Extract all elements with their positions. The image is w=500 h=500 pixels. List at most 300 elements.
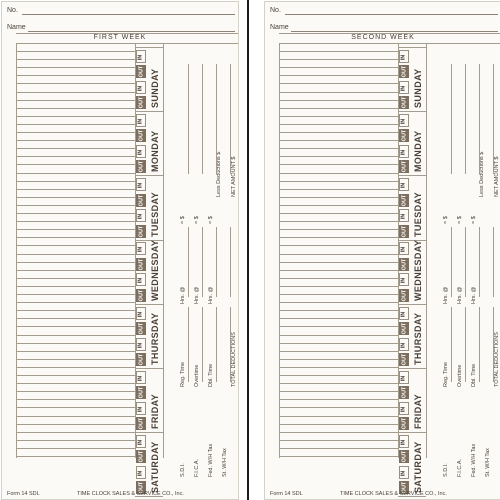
time-entry-row[interactable] (16, 59, 135, 60)
day-separator (398, 368, 426, 369)
card-divider (247, 0, 249, 500)
punch-out-label: OUT (401, 482, 408, 494)
time-entry-row[interactable] (279, 310, 398, 311)
time-entry-row[interactable] (16, 229, 135, 230)
time-entry-row[interactable] (279, 221, 398, 222)
eq-label-2: = $ (457, 216, 463, 224)
punch-out-wednesday (399, 258, 409, 271)
punch-out-thursday (136, 353, 146, 366)
punch-out-friday (399, 417, 409, 430)
amount-entry-line[interactable] (230, 307, 231, 382)
amount-entry-line[interactable] (188, 227, 189, 297)
time-entry-row[interactable] (16, 197, 135, 198)
time-entry-row[interactable] (279, 75, 398, 76)
time-entry-row[interactable] (279, 318, 398, 319)
amount-entry-line[interactable] (465, 227, 466, 297)
amount-entry-line[interactable] (479, 307, 480, 382)
punch-in-label: IN (137, 406, 144, 412)
punch-out-label: OUT (401, 322, 408, 335)
time-entry-row[interactable] (16, 116, 135, 117)
punch-in-tuesday (399, 178, 409, 191)
punch-out-monday (136, 160, 146, 173)
hrs-label-3: Hrs. @ (208, 286, 214, 304)
time-entry-row[interactable] (16, 254, 135, 255)
punch-out-label: OUT (138, 451, 145, 463)
time-entry-row[interactable] (279, 83, 398, 84)
day-name-monday: MONDAY (413, 130, 423, 173)
punch-in-friday (399, 371, 409, 384)
punch-in-label: IN (137, 182, 144, 189)
time-entry-row[interactable] (279, 124, 398, 125)
time-entry-row[interactable] (16, 456, 135, 457)
punch-out-label: OUT (401, 225, 408, 237)
time-entry-row[interactable] (279, 270, 398, 271)
time-entry-row[interactable] (279, 343, 398, 344)
form-number: Form 14 SDL (270, 491, 303, 497)
st-wh-tax-label: St. W/H Tax (222, 448, 228, 477)
time-entry-row[interactable] (279, 116, 398, 117)
time-entry-row[interactable] (279, 148, 398, 149)
punch-in-sunday (399, 81, 409, 94)
time-entry-row[interactable] (279, 67, 398, 68)
time-card-first-week (1, 1, 239, 500)
time-entry-row[interactable] (16, 173, 135, 174)
time-entry-row[interactable] (279, 100, 398, 101)
time-entry-row[interactable] (279, 383, 398, 384)
time-entry-row[interactable] (16, 67, 135, 68)
punch-in-tuesday (136, 178, 146, 191)
punch-out-friday (136, 417, 146, 430)
time-entry-row[interactable] (279, 197, 398, 198)
day-name-thursday: THURSDAY (413, 312, 423, 365)
amount-entry-line[interactable] (465, 307, 466, 382)
punch-in-thursday (399, 338, 409, 351)
time-entry-row[interactable] (16, 359, 135, 360)
time-entry-row[interactable] (279, 108, 398, 109)
time-entry-row[interactable] (279, 367, 398, 368)
punch-out-label: OUT (401, 130, 408, 142)
punch-in-thursday (399, 307, 409, 320)
time-entry-row[interactable] (16, 270, 135, 271)
punch-out-label: OUT (401, 289, 408, 302)
day-name-sunday: SUNDAY (150, 68, 160, 109)
punch-out-label: OUT (138, 96, 145, 109)
day-separator (135, 111, 163, 112)
time-entry-row[interactable] (279, 132, 398, 133)
punch-in-label: IN (400, 470, 407, 477)
punch-out-monday (136, 129, 146, 142)
punch-in-label: IN (400, 247, 407, 253)
hrs-label-2: Hrs. @ (457, 286, 463, 304)
punch-in-label: IN (400, 149, 407, 156)
punch-in-wednesday (136, 273, 146, 286)
time-entry-row[interactable] (279, 181, 398, 182)
amount-entry-line[interactable] (230, 227, 231, 297)
amount-entry-line[interactable] (202, 64, 203, 174)
time-entry-row[interactable] (16, 294, 135, 295)
overtime-label: Overtime (194, 364, 200, 387)
time-entry-row[interactable] (279, 335, 398, 336)
time-entry-row[interactable] (279, 51, 398, 52)
amount-entry-line[interactable] (493, 307, 494, 382)
punch-in-label: IN (137, 311, 144, 317)
left-margin-edge (279, 43, 280, 458)
time-entry-row[interactable] (279, 164, 398, 165)
punch-in-saturday (399, 466, 409, 479)
punch-out-label: OUT (138, 353, 145, 366)
punch-out-wednesday (399, 289, 409, 302)
time-entry-row[interactable] (279, 302, 398, 303)
punch-out-saturday (136, 450, 146, 463)
fed-wh-tax-label: Fed. W/H Tax (471, 443, 477, 477)
time-entry-row[interactable] (16, 343, 135, 344)
amount-entry-line[interactable] (216, 64, 217, 174)
punch-out-label: OUT (138, 161, 145, 173)
time-entry-row[interactable] (16, 326, 135, 327)
eq-label-2: = $ (194, 216, 200, 224)
overtime-label: Overtime (457, 364, 463, 387)
time-entry-row[interactable] (279, 237, 398, 238)
time-entry-row[interactable] (16, 156, 135, 157)
punch-out-label: OUT (138, 386, 145, 399)
time-entry-row[interactable] (16, 83, 135, 84)
punch-in-label: IN (137, 54, 144, 60)
title-rule-bottom (16, 43, 238, 44)
time-entry-row[interactable] (279, 416, 398, 417)
eq-label-3: = $ (471, 216, 477, 224)
reg-time-label: Reg. Time (180, 361, 186, 387)
amount-entry-line[interactable] (216, 307, 217, 382)
time-entry-row[interactable] (279, 254, 398, 255)
time-entry-row[interactable] (16, 181, 135, 182)
time-entry-row[interactable] (16, 391, 135, 392)
hrs-label-1: Hrs. @ (443, 286, 449, 304)
punch-out-label: OUT (401, 194, 408, 206)
time-entry-row[interactable] (16, 399, 135, 400)
punch-in-label: IN (137, 149, 144, 156)
time-entry-row[interactable] (16, 164, 135, 165)
left-margin-edge (16, 43, 17, 458)
name-field[interactable] (28, 31, 235, 32)
name-label: Name (270, 24, 289, 31)
no-label: No. (7, 7, 18, 14)
time-entry-row[interactable] (16, 262, 135, 263)
time-entry-row[interactable] (16, 100, 135, 101)
time-entry-row[interactable] (279, 173, 398, 174)
time-entry-row[interactable] (16, 92, 135, 93)
sdi-label: S.D.I. (180, 463, 186, 477)
punch-out-thursday (136, 322, 146, 335)
punch-in-sunday (136, 50, 146, 63)
day-name-saturday: SATURDAY (150, 441, 160, 494)
punch-out-saturday (399, 450, 409, 463)
time-entry-row[interactable] (279, 399, 398, 400)
time-entry-row[interactable] (279, 359, 398, 360)
company-name: TIME CLOCK SALES & SERVICE CO., Inc. (77, 491, 184, 497)
time-entry-row[interactable] (279, 456, 398, 457)
day-name-thursday: THURSDAY (150, 312, 160, 365)
punch-in-label: IN (400, 342, 407, 348)
punch-out-label: OUT (401, 417, 408, 430)
day-separator (135, 47, 163, 48)
punch-in-label: IN (400, 54, 407, 60)
net-amount-label: NET AMOUNT $ (231, 156, 237, 197)
punch-out-thursday (399, 353, 409, 366)
amount-entry-line[interactable] (202, 307, 203, 382)
time-entry-row[interactable] (16, 221, 135, 222)
punch-in-monday (136, 114, 146, 127)
title-rule-top (279, 33, 500, 34)
day-separator (135, 304, 163, 305)
time-entry-row[interactable] (16, 278, 135, 279)
day-name-friday: FRIDAY (150, 394, 160, 430)
punch-in-label: IN (400, 375, 407, 381)
punch-in-label: IN (400, 85, 407, 91)
time-entry-row[interactable] (16, 302, 135, 303)
punch-out-tuesday (136, 194, 146, 207)
total-deductions-label: TOTAL DEDUCTIONS (494, 332, 500, 387)
day-separator (398, 432, 426, 433)
punch-in-monday (399, 145, 409, 158)
punch-in-saturday (136, 435, 146, 448)
punch-out-thursday (399, 322, 409, 335)
amount-entry-line[interactable] (479, 227, 480, 297)
punch-in-label: IN (137, 439, 144, 446)
time-entry-row[interactable] (279, 440, 398, 441)
time-entry-row[interactable] (16, 75, 135, 76)
day-separator (135, 432, 163, 433)
time-entry-row[interactable] (279, 286, 398, 287)
punch-out-label: OUT (138, 65, 145, 78)
punch-out-wednesday (136, 289, 146, 302)
time-entry-row[interactable] (279, 213, 398, 214)
punch-out-tuesday (136, 225, 146, 238)
deductions-entry-line[interactable] (238, 397, 239, 472)
amount-entry-line[interactable] (216, 227, 217, 297)
punch-out-sunday (399, 96, 409, 109)
time-entry-row[interactable] (16, 416, 135, 417)
week-title: SECOND WEEK (351, 34, 415, 41)
amount-entry-line[interactable] (230, 64, 231, 174)
punch-out-sunday (136, 96, 146, 109)
amount-entry-line[interactable] (465, 64, 466, 174)
time-entry-row[interactable] (279, 156, 398, 157)
punch-out-tuesday (399, 194, 409, 207)
time-entry-row[interactable] (16, 286, 135, 287)
punch-in-label: IN (137, 213, 144, 220)
reg-time-label: Reg. Time (443, 361, 449, 387)
punch-out-label: OUT (138, 225, 145, 237)
time-entry-row[interactable] (16, 140, 135, 141)
punch-in-wednesday (399, 273, 409, 286)
punch-out-friday (136, 386, 146, 399)
punch-in-wednesday (136, 242, 146, 255)
punch-out-label: OUT (138, 482, 145, 494)
hrs-label-1: Hrs. @ (180, 286, 186, 304)
punch-out-sunday (136, 65, 146, 78)
punch-in-label: IN (400, 439, 407, 446)
punch-in-saturday (399, 435, 409, 448)
time-entry-row[interactable] (16, 108, 135, 109)
week-title: FIRST WEEK (93, 34, 147, 41)
punch-in-label: IN (137, 470, 144, 477)
punch-in-friday (136, 371, 146, 384)
eq-label-3: = $ (208, 216, 214, 224)
punch-out-friday (399, 386, 409, 399)
amount-entry-line[interactable] (451, 64, 452, 174)
no-field[interactable] (22, 14, 235, 15)
punch-out-label: OUT (138, 289, 145, 302)
less-deductions-label: Less Deductions $ (479, 151, 485, 197)
day-name-saturday: SATURDAY (413, 441, 423, 494)
punch-out-label: OUT (138, 194, 145, 206)
punch-in-label: IN (400, 213, 407, 220)
sdi-label: S.D.I. (443, 463, 449, 477)
time-entry-row[interactable] (279, 278, 398, 279)
day-separator (398, 111, 426, 112)
time-entry-row[interactable] (279, 140, 398, 141)
punch-in-sunday (399, 50, 409, 63)
punch-in-label: IN (400, 311, 407, 317)
time-entry-row[interactable] (16, 189, 135, 190)
punch-out-label: OUT (401, 386, 408, 399)
fica-label: F.I.C.A. (457, 458, 463, 477)
st-wh-tax-label: St. W/H Tax (485, 448, 491, 477)
punch-out-label: OUT (401, 96, 408, 109)
punch-in-label: IN (137, 247, 144, 253)
punch-in-friday (136, 402, 146, 415)
punch-out-tuesday (399, 225, 409, 238)
name-label: Name (7, 24, 26, 31)
punch-in-wednesday (399, 242, 409, 255)
time-entry-row[interactable] (16, 375, 135, 376)
punch-out-label: OUT (138, 130, 145, 142)
punch-out-sunday (399, 65, 409, 78)
time-entry-row[interactable] (279, 326, 398, 327)
punch-in-sunday (136, 81, 146, 94)
day-name-tuesday: TUESDAY (413, 191, 423, 237)
time-entry-row[interactable] (16, 148, 135, 149)
time-entry-row[interactable] (16, 51, 135, 52)
punch-in-label: IN (137, 278, 144, 284)
time-entry-row[interactable] (16, 213, 135, 214)
day-name-wednesday: WEDNESDAY (413, 239, 423, 301)
time-entry-row[interactable] (279, 448, 398, 449)
punch-in-label: IN (400, 118, 407, 125)
amount-entry-line[interactable] (188, 307, 189, 382)
eq-label-1: = $ (180, 216, 186, 224)
amount-entry-line[interactable] (451, 227, 452, 297)
punch-in-friday (399, 402, 409, 415)
time-card-second-week (264, 1, 500, 500)
time-entry-row[interactable] (279, 189, 398, 190)
time-entry-row[interactable] (279, 407, 398, 408)
time-entry-row[interactable] (16, 407, 135, 408)
hrs-label-3: Hrs. @ (471, 286, 477, 304)
amount-entry-line[interactable] (479, 64, 480, 174)
time-entry-row[interactable] (16, 424, 135, 425)
punch-in-label: IN (137, 342, 144, 348)
amount-entry-line[interactable] (202, 227, 203, 297)
punch-out-label: OUT (401, 161, 408, 173)
punch-in-tuesday (136, 209, 146, 222)
punch-column-right-edge (163, 43, 164, 458)
day-name-tuesday: TUESDAY (150, 191, 160, 237)
punch-out-label: OUT (401, 451, 408, 463)
time-entry-row[interactable] (16, 237, 135, 238)
time-entry-row[interactable] (16, 245, 135, 246)
amount-entry-line[interactable] (188, 64, 189, 174)
day-name-friday: FRIDAY (413, 394, 423, 430)
no-field[interactable] (285, 14, 498, 15)
punch-column-right-edge (426, 43, 427, 458)
time-entry-row[interactable] (279, 245, 398, 246)
time-entry-row[interactable] (16, 124, 135, 125)
time-entry-row[interactable] (16, 132, 135, 133)
title-rule-bottom (279, 43, 500, 44)
day-name-monday: MONDAY (150, 130, 160, 173)
punch-in-label: IN (400, 406, 407, 412)
time-entry-row[interactable] (279, 424, 398, 425)
time-entry-row[interactable] (279, 92, 398, 93)
punch-in-monday (399, 114, 409, 127)
fed-wh-tax-label: Fed. W/H Tax (208, 443, 214, 477)
punch-out-label: OUT (138, 417, 145, 430)
less-deductions-label: Less Deductions $ (216, 151, 222, 197)
time-entry-row[interactable] (16, 351, 135, 352)
time-entry-row[interactable] (16, 383, 135, 384)
name-field[interactable] (291, 31, 498, 32)
punch-out-monday (399, 160, 409, 173)
time-entry-row[interactable] (279, 229, 398, 230)
time-entry-row[interactable] (16, 335, 135, 336)
punch-in-thursday (136, 338, 146, 351)
punch-in-label: IN (400, 182, 407, 189)
time-entry-row[interactable] (279, 432, 398, 433)
hrs-label-2: Hrs. @ (194, 286, 200, 304)
time-entry-row[interactable] (279, 391, 398, 392)
punch-in-label: IN (137, 85, 144, 91)
time-entry-row[interactable] (16, 448, 135, 449)
time-entry-row[interactable] (16, 432, 135, 433)
time-entry-row[interactable] (16, 310, 135, 311)
punch-in-label: IN (137, 118, 144, 125)
form-number: Form 14 SDL (7, 491, 40, 497)
time-entry-row[interactable] (279, 294, 398, 295)
amount-entry-line[interactable] (493, 227, 494, 297)
punch-out-label: OUT (401, 258, 408, 271)
dbl-time-label: Dbl. Time (208, 363, 214, 387)
punch-out-label: OUT (138, 322, 145, 335)
punch-in-monday (136, 145, 146, 158)
time-entry-row[interactable] (279, 205, 398, 206)
time-entry-row[interactable] (16, 367, 135, 368)
time-entry-row[interactable] (279, 351, 398, 352)
time-entry-row[interactable] (16, 440, 135, 441)
net-amount-label: NET AMOUNT $ (494, 156, 500, 197)
time-entry-row[interactable] (279, 262, 398, 263)
fica-label: F.I.C.A. (194, 458, 200, 477)
time-entry-row[interactable] (16, 205, 135, 206)
punch-out-wednesday (136, 258, 146, 271)
company-name: TIME CLOCK SALES & SERVICE CO., Inc. (340, 491, 447, 497)
punch-out-monday (399, 129, 409, 142)
time-entry-row[interactable] (279, 375, 398, 376)
time-entry-row[interactable] (279, 59, 398, 60)
amount-entry-line[interactable] (451, 307, 452, 382)
time-entry-row[interactable] (16, 318, 135, 319)
amount-entry-line[interactable] (493, 64, 494, 174)
